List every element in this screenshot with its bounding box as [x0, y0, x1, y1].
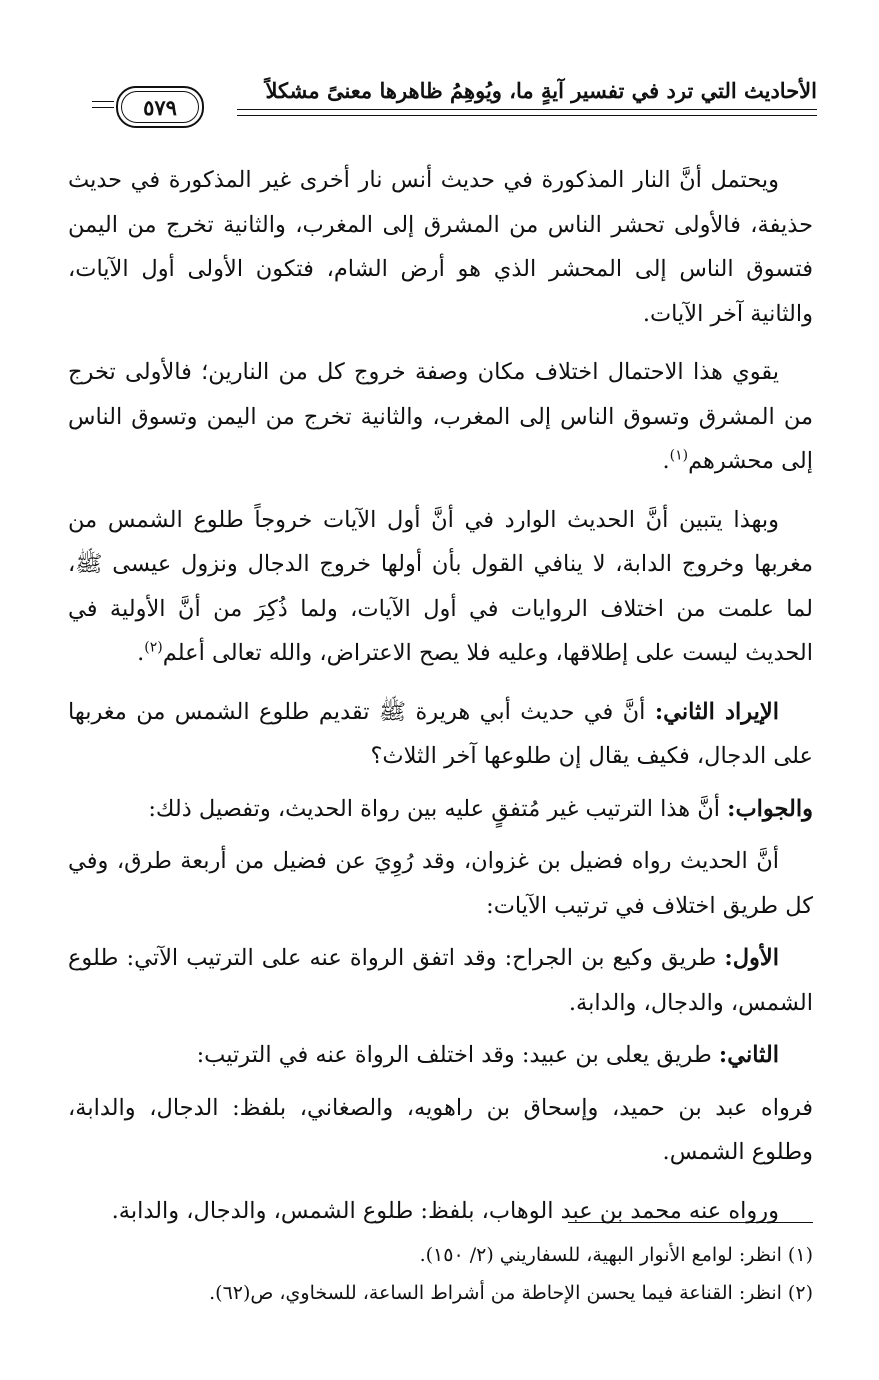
page-number-badge [116, 86, 204, 128]
paragraph: والجواب: أنَّ هذا الترتيب غير مُتفقٍ عليه بين رواة الحديث، وتفصيل ذلك: [148, 795, 813, 822]
section-label: الثاني: [718, 1042, 779, 1068]
running-header [92, 72, 817, 130]
section-label: والجواب: [727, 795, 813, 822]
footnote: (٢) انظر: القناعة فيما يحسن الإحاطة من أشراط الساعة، للسخاوي، ص(٦٢). [209, 1282, 813, 1304]
header-rule-left [92, 101, 114, 113]
section-label: الأول: [724, 945, 779, 971]
paragraph: الأول: طريق وكيع بن الجراح: وقد اتفق الرواة عنه على الترتيب الآتي: طلوع الشمس، والدجال، والدابة. [68, 945, 813, 1016]
paragraph: وبهذا يتبين أنَّ الحديث الوارد في أنَّ أول الآيات خروجاً طلوع الشمس من مغربها وخروج الدابة، لا ينافي القول بأن أولها خروج الدجال ونزول عيسى ﷺ، لما علمت من اختلاف الروايات في أول الآيات، ولما ذُكِرَ من أنَّ الأولية في الحديث ليست على إطلاقها، وعليه فلا يصح الاعتراض، والله تعالى أعلم$^{(٢)}$. [68, 506, 813, 666]
paragraph: ورواه عنه محمد بن عبد الوهاب، بلفظ: طلوع الشمس، والدجال، والدابة. [111, 1197, 779, 1224]
paragraph: أنَّ الحديث رواه فضيل بن غزوان، وقد رُوِيَ عن فضيل من أربعة طرق، وفي كل طريق اختلاف في ترتيب الآيات: [68, 848, 813, 919]
paragraph: يقوي هذا الاحتمال اختلاف مكان وصفة خروج كل من النارين؛ فالأولى تخرج من المشرق وتسوق الناس إلى المغرب، والثانية تخرج من اليمن وتسوق الناس إلى محشرهم$^{(١)}$. [68, 359, 813, 474]
paragraph: ويحتمل أنَّ النار المذكورة في حديث أنس نار أخرى غير المذكورة في حديث حذيفة، فالأولى تحشر الناس من المشرق إلى المغرب، والثانية تخرج من اليمن فتسوق الناس إلى المحشر الذي هو أرض الشام، فتكون الأولى أول الآيات، والثانية آخر الآيات. [68, 167, 813, 327]
paragraph: فرواه عبد بن حميد، وإسحاق بن راهويه، والصغاني، بلفظ: الدجال، والدابة، وطلوع الشمس. [68, 1094, 813, 1165]
page-number: ٥٧٩ [121, 91, 199, 123]
footnote-ref[interactable]: (٢) [144, 639, 163, 656]
paragraph: الإيراد الثاني: أنَّ في حديث أبي هريرة ﷺ تقديم طلوع الشمس من مغربها على الدجال، فكيف يقال إن طلوعها آخر الثلاث؟ [68, 698, 813, 769]
footnote-ref[interactable]: (١) [669, 447, 689, 464]
running-title: الأحاديث التي ترد في تفسير آيةٍ ما، ويُوهِمُ ظاهرها معنىً مشكلاً [265, 78, 817, 103]
footnote: (١) انظر: لوامع الأنوار البهية، للسفاريني (٢/ ١٥٠). [419, 1244, 813, 1266]
header-rule [237, 115, 817, 116]
footnotes [68, 1236, 813, 1312]
footnote-separator [568, 1222, 813, 1223]
main-text [68, 158, 813, 1247]
paragraph: الثاني: طريق يعلى بن عبيد: وقد اختلف الرواة عنه في الترتيب: [196, 1042, 779, 1068]
section-label: الإيراد الثاني: [654, 698, 780, 725]
header-rule [237, 109, 817, 110]
